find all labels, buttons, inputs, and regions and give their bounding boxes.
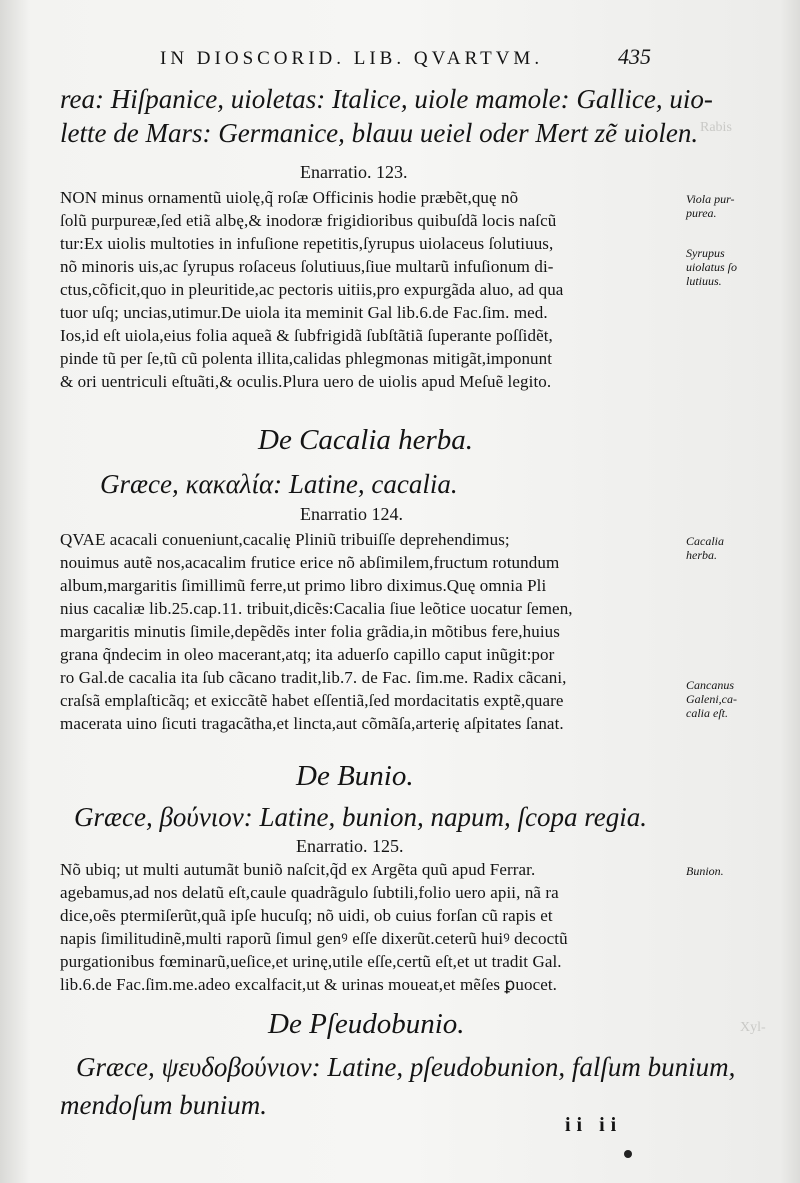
greek-latin-names: mendoſum bunium.	[60, 1090, 267, 1120]
text-line: macerata uino ſicuti tragacãtha,et lincta,aut cõmãſa,arterię aſpitates ſanat.	[60, 714, 564, 733]
text-line: tur:Ex uiolis multoties in infuſione repetitis,ſyrupus uiolaceus ſolutiuus,	[60, 234, 554, 253]
text-line: NON minus ornamentũ uiolę,q̃ roſæ Officinis hodie præbẽt,quę nõ	[60, 188, 519, 207]
margin-note: Bunion.	[686, 864, 724, 878]
section-title: De Cacalia herba.	[258, 424, 474, 456]
text-line: agebamus,ad nos delatũ eſt,caule quadrãgulo ſubtili,folio uero apii, nã ra	[60, 883, 559, 902]
margin-note: Viola pur- purea.	[686, 192, 735, 220]
text-line: ro Gal.de cacalia ita ſub cãcano tradit,lib.7. de Fac. ſim.me. Radix cãcani,	[60, 668, 567, 687]
signature-mark: ii ii	[565, 1114, 623, 1136]
greek-latin-names: Græce, κακαλία: Latine, cacalia.	[100, 469, 458, 499]
enarratio-heading: Enarratio. 125.	[296, 836, 404, 856]
text-line: napis ſimilitudinẽ,multi raporũ ſimul genꝰ eſſe dixerũt.ceterũ huiꝰ decoctũ	[60, 929, 568, 948]
enarratio-heading: Enarratio 124.	[300, 504, 403, 524]
text-line: nõ minoris uis,ac ſyrupus roſaceus ſolutiuus,ſiue multarũ infuſionum di-	[60, 257, 554, 276]
text-line: QVAE acacali conueniunt,cacalię Pliniũ tribuiſſe deprehendimus;	[60, 530, 510, 549]
text-line: margaritis minutis ſimile,depẽdẽs inter folia grãdia,in mõtibus fere,huius	[60, 622, 560, 641]
text-line: lette de Mars: Germanice, blauu ueiel oder Mert zẽ uiolen.	[60, 118, 699, 148]
text-line: craſsã emplaſticãq; et exiccãtẽ habet eſſentiã,ſed mordacitatis exptẽ,quare	[60, 691, 564, 710]
running-header: IN DIOSCORID. LIB. QVARTVM.	[160, 48, 544, 69]
text-line: pinde tũ per ſe,tũ cũ polenta illita,calidas phlegmonas mitigãt,imponunt	[60, 349, 553, 368]
text-line: & ori uentriculi eſtuãti,& oculis.Plura uero de uiolis apud Meſuẽ legito.	[60, 372, 552, 391]
text-line: dice,oẽs ptermiſerũt,quã ipſe hucuſq; nõ uidi, ob cuius forſan cũ rapis et	[60, 906, 553, 925]
ink-dot	[624, 1150, 632, 1158]
text-line: ctus,cõficit,quo in pleuritide,ac pectoris uitiis,pro expurgãda aluo, ad qua	[60, 280, 564, 299]
section-title: De Pſeudobunio.	[268, 1008, 465, 1040]
text-line: lib.6.de Fac.ſim.me.adeo excalfacit,ut & urinas moueat,et mẽſes ꝑuocet.	[60, 975, 558, 994]
margin-note: Cacalia herba.	[686, 534, 724, 562]
text-line: album,margaritis ſimillimũ ferre,ut primo libro diximus.Quę omnia Pli	[60, 576, 547, 595]
margin-note: Cancanus Galeni,ca- calia eſt.	[686, 678, 737, 720]
greek-latin-names: Græce, βούνιον: Latine, bunion, napum, ſcopa regia.	[74, 802, 648, 832]
text-line: nouimus autẽ nos,acacalim frutice erice nõ abſimilem,fructum rotundum	[60, 553, 560, 572]
show-through-text: Xyl-	[740, 1020, 766, 1035]
margin-note: Syrupus uiolatus ſo lutiuus.	[686, 246, 738, 288]
text-line: Ios,id eſt uiola,eius folia aqueã & ſubfrigidã ſubſtãtiã ſuperante poſſidẽt,	[60, 326, 553, 345]
text-line: grana q̃ndecim in oleo macerant,atq; ita aduerſo capillo caput inũgit:por	[60, 645, 555, 664]
enarratio-heading: Enarratio. 123.	[300, 162, 408, 182]
intro-text	[60, 82, 713, 150]
section-title: De Bunio.	[296, 760, 414, 792]
text-line: nius cacaliæ lib.25.cap.11. tribuit,dicẽs:Cacalia ſiue leõtice uocatur ſemen,	[60, 599, 573, 618]
paragraph-123	[60, 186, 680, 393]
page-number: 435	[618, 44, 651, 69]
greek-latin-names: Græce, ψευδοβούνιον: Latine, pſeudobunion, falſum bunium,	[76, 1052, 736, 1082]
paragraph-125	[60, 858, 680, 996]
text-line: ſolũ purpureæ,ſed etiã albę,& inodoræ frigidioribus quibuſdã locis naſcũ	[60, 211, 557, 230]
text-line: purgationibus fœminarũ,ueſice,et urinę,utile eſſe,certũ eſt,et ut tradit Gal.	[60, 952, 562, 971]
text-line: rea: Hiſpanice, uioletas: Italice, uiole mamole: Gallice, uio-	[60, 84, 713, 114]
paragraph-124	[60, 528, 680, 735]
text-line: tuor uſq; uncias,utimur.De uiola ita meminit Gal lib.6.de Fac.ſim. med.	[60, 303, 548, 322]
show-through-text: Rabis	[700, 120, 732, 135]
text-line: Nõ ubiq; ut multi autumãt buniõ naſcit,q̃d ex Argẽta quũ apud Ferrar.	[60, 860, 536, 879]
